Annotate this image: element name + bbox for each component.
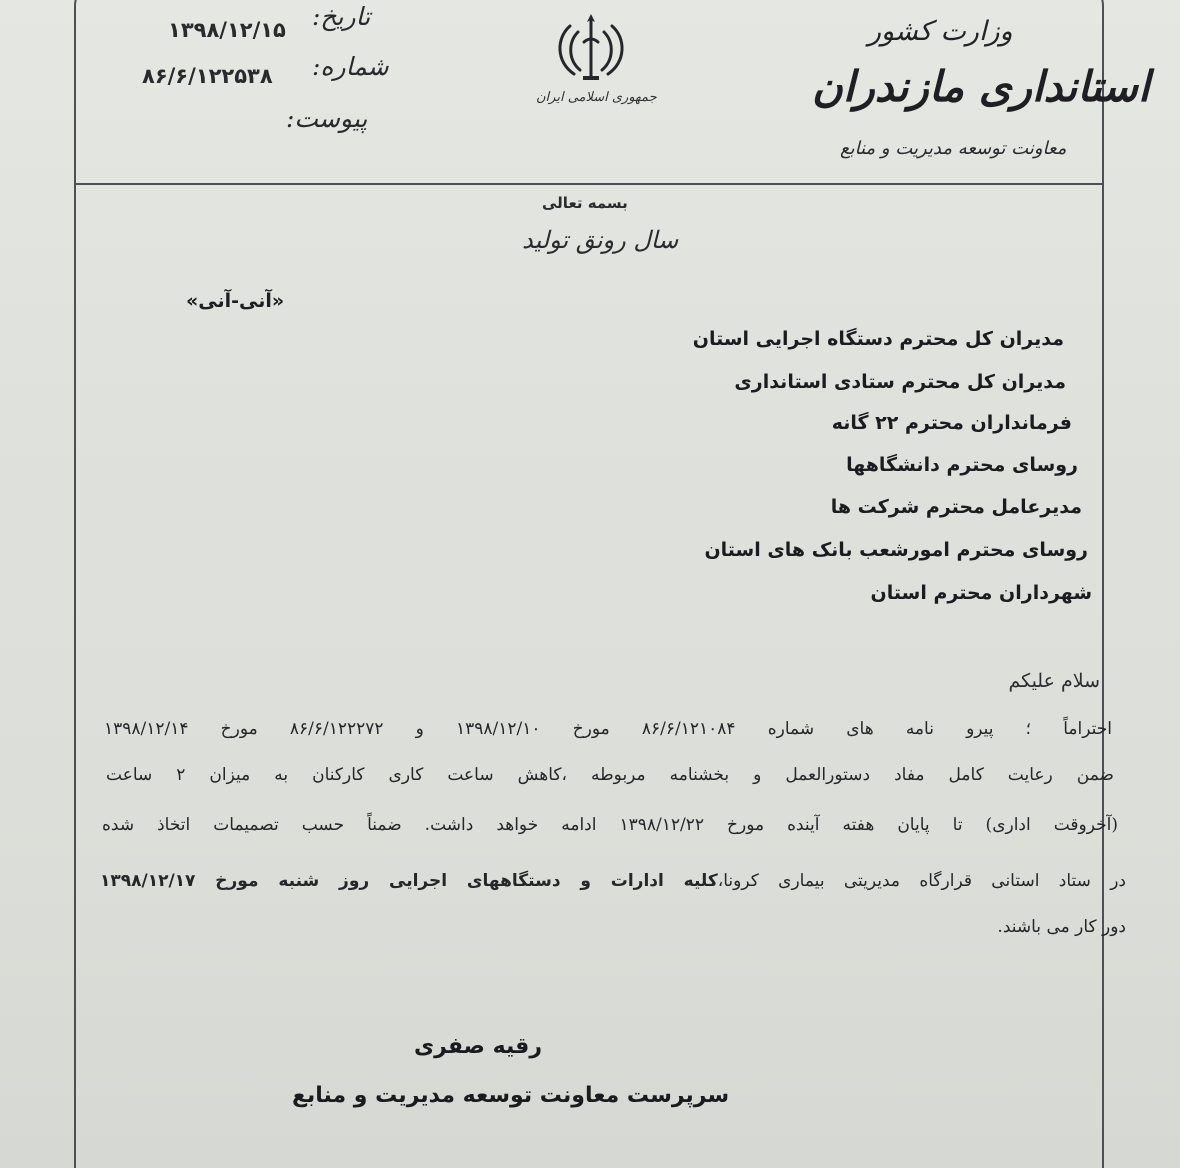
body-line	[100, 868, 1126, 894]
body-bold-run: کلیه ادارات و دستگاههای اجرایی روز شنبه مورخ ۱۳۹۸/۱۲/۱۷	[100, 871, 718, 891]
number-value: ۸۶/۶/۱۲۲۵۳۸	[142, 64, 273, 88]
date-label: تاریخ:	[312, 2, 371, 31]
salutation: سلام علیکم	[1008, 670, 1100, 692]
besm-heading: بسمه تعالی	[542, 194, 628, 212]
emblem-caption: جمهوری اسلامی ایران	[536, 90, 657, 105]
governorate-name: استانداری مازندران	[812, 62, 1150, 111]
iran-emblem-icon	[548, 12, 634, 86]
signatory-title: سرپرست معاونت توسعه مدیریت و منابع	[292, 1083, 730, 1108]
year-slogan: سال رونق تولید	[522, 226, 679, 254]
number-label: شماره:	[312, 52, 389, 81]
urgency-mark: «آنی-آنی»	[186, 290, 285, 312]
header-divider	[74, 183, 1104, 185]
body-line: دور کار می باشند.	[997, 917, 1126, 937]
recipient-line: روسای محترم امورشعب بانک های استان	[704, 539, 1088, 561]
recipient-line: مدیران کل محترم ستادی استانداری	[734, 371, 1066, 393]
recipient-line: مدیران کل محترم دستگاه اجرایی استان	[692, 328, 1064, 350]
body-line: ضمن رعایت کامل مفاد دستورالعمل و بخشنامه مربوطه ،کاهش ساعت کاری کارکنان به میزان ۲ ساعت	[106, 765, 1114, 785]
signatory-name: رقیه صفری	[414, 1034, 542, 1059]
date-value: ۱۳۹۸/۱۲/۱۵	[168, 18, 286, 42]
body-line: (آخروقت اداری) تا پایان هفته آینده مورخ ۱۳۹۸/۱۲/۲۲ ادامه خواهد داشت. ضمناً حسب تصمیمات اتخاذ شده	[102, 815, 1119, 835]
recipient-line: فرمانداران محترم ۲۲ گانه	[831, 412, 1072, 434]
body-regular-run: در ستاد استانی قرارگاه مدیریتی بیماری کرونا،	[717, 871, 1126, 891]
recipient-line: روسای محترم دانشگاهها	[846, 454, 1078, 476]
ministry-name: وزارت کشور	[868, 16, 1013, 47]
deputy-name: معاونت توسعه مدیریت و منابع	[840, 138, 1067, 159]
body-line: احتراماً ؛ پیرو نامه های شماره ۸۶/۶/۱۲۱۰۸۴ مورخ ۱۳۹۸/۱۲/۱۰ و ۸۶/۶/۱۲۲۲۷۲ مورخ ۱۳۹۸/۱۲/۱۴	[104, 719, 1112, 739]
attachment-label: پیوست:	[286, 104, 368, 133]
recipient-line: شهرداران محترم استان	[870, 582, 1092, 604]
recipient-line: مدیرعامل محترم شرکت ها	[830, 496, 1082, 518]
